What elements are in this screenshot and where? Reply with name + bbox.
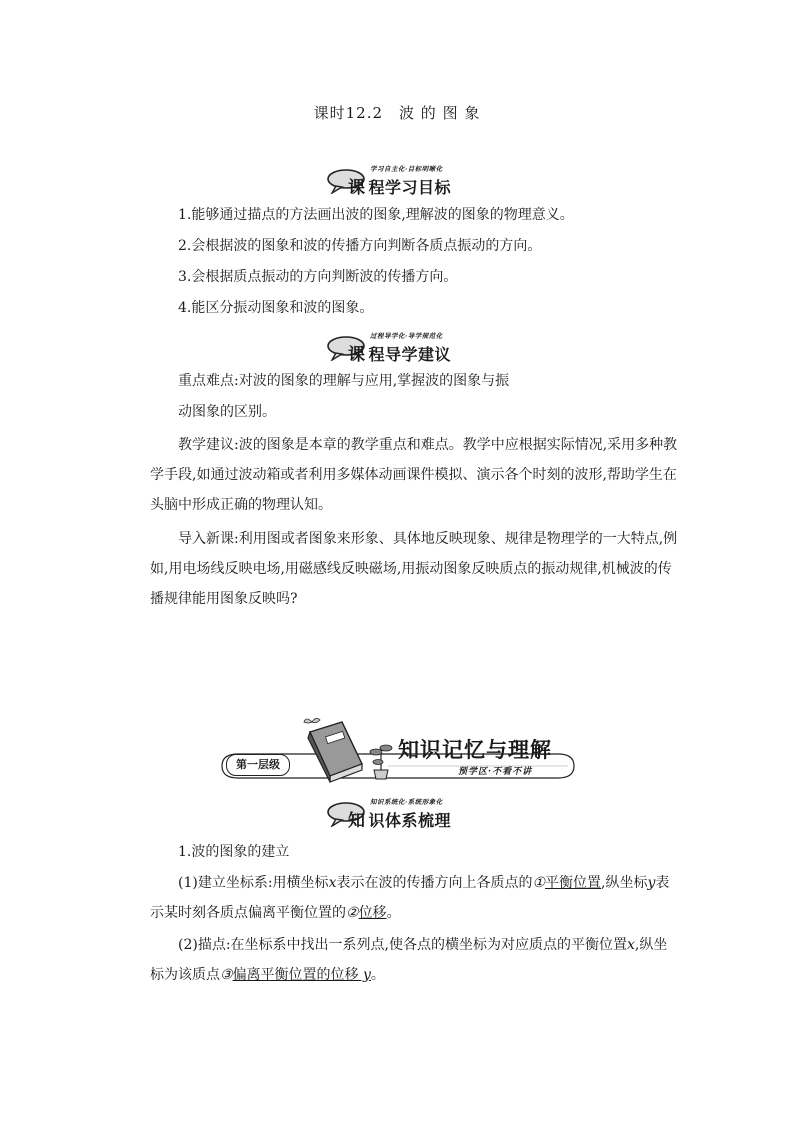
blank-answer-2: 位移 (358, 905, 387, 921)
goal-item-1: 1.能够通过描点的方法画出波的图象,理解波的图象的物理意义。 (178, 207, 574, 223)
section-banner-learning-goals (326, 164, 476, 196)
page-title: 课时12.2 波 的 图 象 (313, 104, 481, 122)
section-heading: 课 程学习目标 (348, 178, 452, 198)
key-points-line1: 重点难点:对波的图象的理解与应用,掌握波的图象与振 (178, 373, 510, 389)
knowledge-item-1: 1.波的图象的建立 (178, 844, 290, 860)
level-banner (218, 708, 578, 796)
level-label: 第一层级 (226, 754, 290, 776)
knowledge-paragraph-2: (2)描点:在坐标系中找出一系列点,使各点的横坐标为对应质点的平衡位置x,纵坐标为该质点③偏离平衡位置的位移 y。 (150, 937, 668, 983)
teaching-advice: 教学建议:波的图象是本章的教学重点和难点。教学中应根据实际情况,采用多种教学手段,如通过波动箱或者利用多媒体动画课件模拟、演示各个时刻的波形,帮助学生在头脑中形成正确的物理认知。 (150, 437, 678, 513)
goal-item-3: 3.会根据质点振动的方向判断波的传播方向。 (178, 269, 458, 285)
book-icon (296, 714, 372, 786)
blank-answer-3: 偏离平衡位置的位移 (232, 967, 359, 983)
blank-answer-1: 平衡位置 (545, 875, 602, 891)
level-title: 知识记忆与理解 (398, 738, 552, 762)
section-heading: 课 程导学建议 (348, 345, 452, 365)
section-tag: 学习自主化·目标明晰化 (370, 165, 443, 173)
section-heading: 知 识体系梳理 (348, 811, 452, 831)
section-banner-knowledge-system (326, 797, 476, 829)
goal-item-4: 4.能区分振动图象和波的图象。 (178, 300, 374, 316)
goal-item-2: 2.会根据波的图象和波的传播方向判断各质点振动的方向。 (178, 238, 542, 254)
level-subtitle: 预学区·不看不讲 (458, 767, 533, 777)
section-tag: 知识系统化·系统形象化 (370, 798, 443, 806)
section-tag: 过程导学化·导学规范化 (370, 332, 443, 340)
plant-icon (368, 736, 394, 780)
section-banner-teaching-advice (326, 331, 476, 363)
intro-new-lesson: 导入新课:利用图或者图象来形象、具体地反映现象、规律是物理学的一大特点,例如,用电场线反映电场,用磁感线反映磁场,用振动图象反映质点的振动规律,机械波的传播规律能用图象反映吗? (150, 531, 678, 607)
knowledge-paragraph-1: (1)建立坐标系:用横坐标x表示在波的传播方向上各质点的①平衡位置,纵坐标y表示某时刻各质点偏离平衡位置的②位移。 (150, 875, 670, 921)
key-points-line2: 动图象的区别。 (178, 404, 276, 420)
